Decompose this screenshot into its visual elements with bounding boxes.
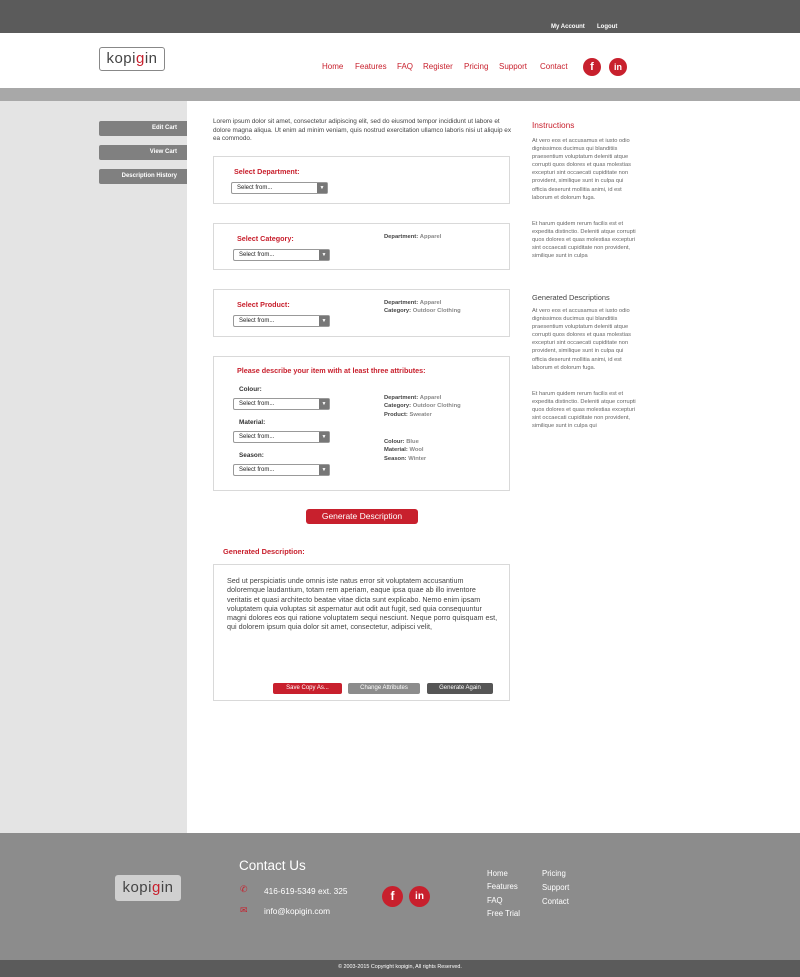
footer-email[interactable]: info@kopigin.com	[264, 906, 331, 916]
logo-text-accent: g	[152, 879, 161, 896]
generated-descriptions-paragraph-2: Et harum quidem rerum facilis est et expedita distinctio. Deleniti atque corrupti quos dolores et quas molestias excepturi sint occaecati cupiditate non provident, similique sunt in culpa qui	[532, 391, 636, 430]
summary-key: Colour:	[384, 439, 405, 445]
my-account-link[interactable]: My Account	[551, 24, 585, 30]
facebook-icon[interactable]: f	[583, 58, 601, 76]
email-icon: ✉	[240, 905, 248, 915]
chevron-down-icon: ▼	[319, 399, 329, 409]
logo-text-pre: kopi	[122, 879, 152, 896]
summary-value: Winter	[408, 455, 427, 462]
summary-value: Apparel	[419, 234, 442, 240]
nav-features[interactable]: Features	[355, 62, 387, 71]
footer-link-free-trial[interactable]: Free Trial	[487, 909, 520, 918]
instructions-paragraph-2: Et harum quidem rerum facilis est et expedita distinctio. Deleniti atque corrupti quos dolores et quas molestias excepturi sint occaecati cupiditate non provident, similique sunt in culpa	[532, 221, 636, 260]
chevron-down-icon: ▼	[319, 250, 329, 260]
nav-pricing[interactable]: Pricing	[464, 62, 489, 71]
summary-key: Category:	[384, 403, 412, 410]
summary-value: Outdoor Clothing	[412, 308, 461, 315]
top-bar	[0, 0, 800, 33]
nav-support[interactable]: Support	[499, 62, 528, 71]
attributes-label: Please describe your item with at least three attributes:	[237, 366, 426, 375]
product-select[interactable]	[233, 315, 330, 327]
logo-text-post: in	[144, 50, 158, 67]
attributes-summary-values	[384, 438, 426, 463]
nav-contact[interactable]: Contact	[540, 62, 568, 71]
category-panel	[213, 223, 510, 270]
linkedin-icon[interactable]: in	[409, 886, 430, 907]
footer-link-pricing[interactable]: Pricing	[542, 869, 566, 878]
product-summary	[384, 299, 461, 316]
logo-text-pre: kopi	[106, 50, 136, 67]
nav-home[interactable]: Home	[322, 62, 344, 71]
view-cart-button[interactable]: View Cart	[99, 145, 187, 160]
footer-phone: 416-619-5349 ext. 325	[264, 886, 348, 896]
category-summary	[384, 233, 441, 241]
summary-key: Department:	[384, 395, 419, 401]
colour-select[interactable]	[233, 398, 330, 410]
attributes-summary-product	[384, 394, 461, 419]
summary-value: Apparel	[419, 300, 442, 306]
summary-key: Season:	[384, 455, 407, 462]
summary-value: Wool	[409, 447, 424, 454]
summary-value: Sweater	[409, 411, 432, 418]
change-attributes-button[interactable]: Change Attributes	[348, 683, 420, 694]
chevron-down-icon: ▼	[319, 316, 329, 326]
generate-description-button[interactable]: Generate Description	[306, 509, 418, 524]
logo-text-post: in	[160, 879, 174, 896]
category-label: Select Category:	[237, 234, 294, 243]
sidebar	[0, 101, 187, 833]
category-select[interactable]	[233, 249, 330, 261]
summary-value: Apparel	[419, 395, 442, 401]
product-panel	[213, 289, 510, 337]
logo-text-accent: g	[136, 50, 145, 67]
edit-cart-button[interactable]: Edit Cart	[99, 121, 187, 136]
department-select[interactable]	[231, 182, 328, 194]
summary-key: Department:	[384, 300, 419, 306]
summary-key: Material:	[384, 447, 408, 454]
chevron-down-icon: ▼	[319, 465, 329, 475]
intro-text: Lorem ipsum dolor sit amet, consectetur adipiscing elit, sed do eiusmod tempor incididunt ut labore et dolore magna aliqua. Ut enim ad minim veniam, quis nostrud exercitation ullamco laboris nisi ut aliquip ex ea commodo.	[213, 118, 512, 143]
department-select-value: Select from...	[237, 185, 273, 191]
nav-register[interactable]: Register	[423, 62, 453, 71]
footer-link-home[interactable]: Home	[487, 869, 508, 878]
footer-logo[interactable]	[115, 875, 181, 901]
description-history-button[interactable]: Description History	[99, 169, 187, 184]
season-select-value: Select from...	[239, 467, 275, 473]
summary-key: Category:	[384, 308, 412, 315]
season-label: Season:	[239, 452, 264, 459]
generated-description-text[interactable]: Sed ut perspiciatis unde omnis iste natus error sit voluptatem accusantium doloremque laudantium, totam rem aperiam, eaque ipsa quae ab illo inventore veritatis et quasi architecto beatae vitae dicta sunt explicabo. Nemo enim ipsam voluptatem quia voluptas sit aspernatur aut odit aut fugit, sed quia consequuntur magni dolores eos qui ratione voluptatem sequi nesciunt. Neque porro quisquam est, qui dolorem ipsum quia dolor sit amet, consectetur, adipisci velit,	[227, 576, 498, 632]
colour-label: Colour:	[239, 386, 262, 393]
footer-link-support[interactable]: Support	[542, 883, 570, 892]
product-select-value: Select from...	[239, 318, 275, 324]
generated-descriptions-paragraph-1: At vero eos et accusamus et iusto odio dignissimos ducimus qui blanditiis praesentium voluptatum deleniti atque corrupti quos dolores et quas molestias excepturi sint occaecati cupiditate non provident, similique sunt in culpa qui officia deserunt mollitia animi, id est laborum et dolorum fuga.	[532, 308, 631, 371]
summary-value: Outdoor Clothing	[412, 403, 461, 410]
generated-description-label: Generated Description:	[223, 547, 305, 556]
phone-icon: ✆	[240, 884, 248, 894]
copyright: © 2003-2015 Copyright kopigin, All rights Reserved.	[0, 960, 800, 977]
save-copy-button[interactable]: Save Copy As...	[273, 683, 342, 694]
material-select[interactable]	[233, 431, 330, 443]
generate-again-button[interactable]: Generate Again	[427, 683, 493, 694]
summary-value: Blue	[406, 439, 419, 445]
colour-select-value: Select from...	[239, 401, 275, 407]
generated-description-box[interactable]	[213, 564, 510, 701]
category-select-value: Select from...	[239, 252, 275, 258]
nav-faq[interactable]: FAQ	[397, 62, 414, 71]
chevron-down-icon: ▼	[319, 432, 329, 442]
footer-link-faq[interactable]: FAQ	[487, 896, 503, 905]
material-label: Material:	[239, 419, 266, 426]
instructions-title: Instructions	[532, 120, 575, 130]
department-panel	[213, 156, 510, 204]
contact-us-title: Contact Us	[239, 858, 306, 873]
logout-link[interactable]: Logout	[597, 24, 618, 30]
header-divider-bar	[0, 88, 800, 101]
instructions-paragraph-1: At vero eos et accusamus et iusto odio dignissimos ducimus qui blanditiis praesentium voluptatum deleniti atque corrupti quos dolores et quas molestias excepturi sint occaecati cupiditate non provident, similique sunt in culpa qui officia deserunt mollitia animi, id est laborum et dolorum fuga.	[532, 138, 631, 201]
summary-key: Department:	[384, 234, 419, 240]
footer-link-features[interactable]: Features	[487, 882, 518, 891]
footer-link-contact[interactable]: Contact	[542, 897, 569, 906]
linkedin-icon[interactable]: in	[609, 58, 627, 76]
department-label: Select Department:	[234, 167, 300, 176]
product-label: Select Product:	[237, 300, 290, 309]
summary-key: Product:	[384, 411, 408, 418]
facebook-icon[interactable]: f	[382, 886, 403, 907]
season-select[interactable]	[233, 464, 330, 476]
material-select-value: Select from...	[239, 434, 275, 440]
generated-descriptions-title: Generated Descriptions	[532, 293, 610, 302]
header-logo[interactable]	[99, 47, 165, 71]
chevron-down-icon: ▼	[317, 183, 327, 193]
